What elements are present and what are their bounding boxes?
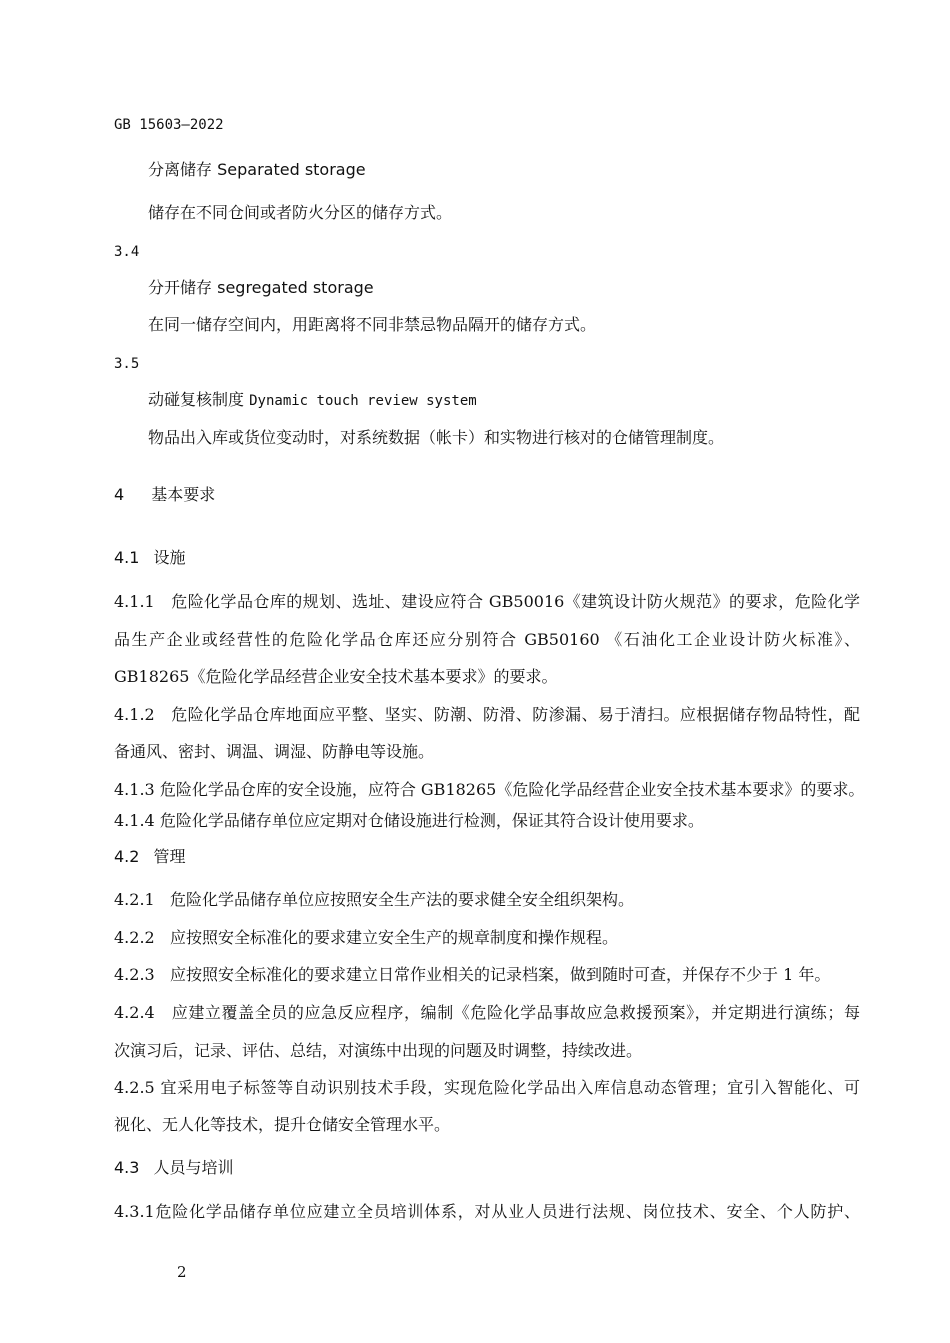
term-definition: 在同一储存空间内，用距离将不同非禁忌物品隔开的储存方式。: [148, 315, 597, 334]
clause-4-1-1-line-3: GB18265《危险化学品经营企业安全技术基本要求》的要求。: [114, 667, 558, 686]
clause-4-2-4-line-1: [114, 1003, 860, 1023]
clause-4-1-4: [114, 811, 704, 831]
clause-4-1-2-line-1: [114, 705, 860, 725]
clause-text: 危险化学品仓库的规划、选址、建设应符合 GB50016《建筑设计防火规范》的要求，危险化学: [171, 592, 860, 611]
term-number: 3.5: [114, 356, 140, 372]
clause-4-2-3: [114, 965, 830, 985]
clause-4-3-1-line-1: [114, 1202, 860, 1222]
clause-text: 宜采用电子标签等自动识别技术手段，实现危险化学品出入库信息动态管理；宜引入智能化、可: [160, 1078, 860, 1097]
clause-number: 4.3.1: [114, 1202, 155, 1221]
clause-number: 4.2.4: [114, 1003, 155, 1022]
section-heading-4: [114, 485, 215, 505]
clause-4-1-2-line-2: 备通风、密封、调温、调湿、防静电等设施。: [114, 742, 435, 761]
term-definition: 物品出入库或货位变动时，对系统数据（帐卡）和实物进行核对的仓储管理制度。: [148, 428, 725, 447]
subsection-heading-4-2: [114, 847, 185, 867]
clause-text: 危险化学品储存单位应按照安全生产法的要求健全安全组织架构。: [169, 890, 634, 909]
subsection-number: 4.3: [114, 1158, 140, 1177]
clause-number: 4.2.1: [114, 890, 155, 909]
page-number: 2: [177, 1263, 187, 1281]
clause-4-1-1-line-2: 品生产企业或经营性的危险化学品仓库还应分别符合 GB50160 《石油化工企业设计防火标准》、: [114, 630, 860, 649]
clause-number: 4.1.2: [114, 705, 155, 724]
clause-4-2-1: [114, 890, 634, 910]
term-number: 3.4: [114, 244, 140, 260]
clause-number: 4.2.2: [114, 928, 155, 947]
clause-text: 危险化学品仓库的安全设施，应符合 GB18265《危险化学品经营企业安全技术基本要求》的要求。: [159, 780, 865, 799]
section-number: 4: [114, 485, 125, 504]
clause-number: 4.2.5: [114, 1078, 155, 1097]
clause-number: 4.1.3: [114, 780, 155, 799]
clause-text: 应建立覆盖全员的应急反应程序，编制《危险化学品事故应急救援预案》，并定期进行演练；每: [171, 1003, 860, 1022]
clause-number: 4.1.1: [114, 592, 155, 611]
term-heading-dynamic-touch-review: [148, 390, 477, 411]
clause-text: 危险化学品仓库地面应平整、坚实、防潮、防滑、防渗漏、易于清扫。应根据储存物品特性，配: [171, 705, 860, 724]
clause-number: 4.2.3: [114, 965, 155, 984]
subsection-number: 4.1: [114, 548, 140, 567]
subsection-title: 人员与培训: [153, 1158, 234, 1177]
clause-4-2-4-line-2: 次演习后，记录、评估、总结，对演练中出现的问题及时调整，持续改进。: [114, 1041, 643, 1060]
clause-text: 危险化学品储存单位应定期对仓储设施进行检测，保证其符合设计使用要求。: [159, 811, 704, 830]
clause-text: 应按照安全标准化的要求建立安全生产的规章制度和操作规程。: [169, 928, 618, 947]
subsection-title: 设施: [153, 548, 186, 567]
term-en: Separated storage: [217, 160, 366, 179]
clause-4-2-5-line-2: 视化、无人化等技术，提升仓储安全管理水平。: [114, 1115, 451, 1134]
standard-code: GB 15603—2022: [114, 117, 224, 133]
subsection-number: 4.2: [114, 847, 140, 866]
subsection-title: 管理: [153, 847, 186, 866]
section-title: 基本要求: [151, 485, 216, 504]
term-en: segregated storage: [217, 278, 374, 297]
term-definition: 储存在不同仓间或者防火分区的储存方式。: [148, 203, 453, 222]
subsection-heading-4-1: [114, 548, 185, 568]
clause-4-2-2: [114, 928, 618, 948]
clause-text: 危险化学品储存单位应建立全员培训体系，对从业人员进行法规、岗位技术、安全、个人防护、: [154, 1202, 860, 1221]
term-heading-separated-storage: [148, 160, 366, 180]
clause-4-2-5-line-1: [114, 1078, 860, 1098]
term-zh: 分离储存: [148, 160, 213, 179]
term-zh: 动碰复核制度: [148, 390, 245, 409]
clause-text: 应按照安全标准化的要求建立日常作业相关的记录档案，做到随时可查，并保存不少于 1 年。: [169, 965, 831, 984]
clause-number: 4.1.4: [114, 811, 155, 830]
subsection-heading-4-3: [114, 1158, 233, 1178]
term-en: Dynamic touch review system: [249, 393, 477, 409]
term-heading-segregated-storage: [148, 278, 374, 298]
term-zh: 分开储存: [148, 278, 213, 297]
clause-4-1-1-line-1: [114, 592, 860, 612]
clause-4-1-3: [114, 780, 865, 800]
